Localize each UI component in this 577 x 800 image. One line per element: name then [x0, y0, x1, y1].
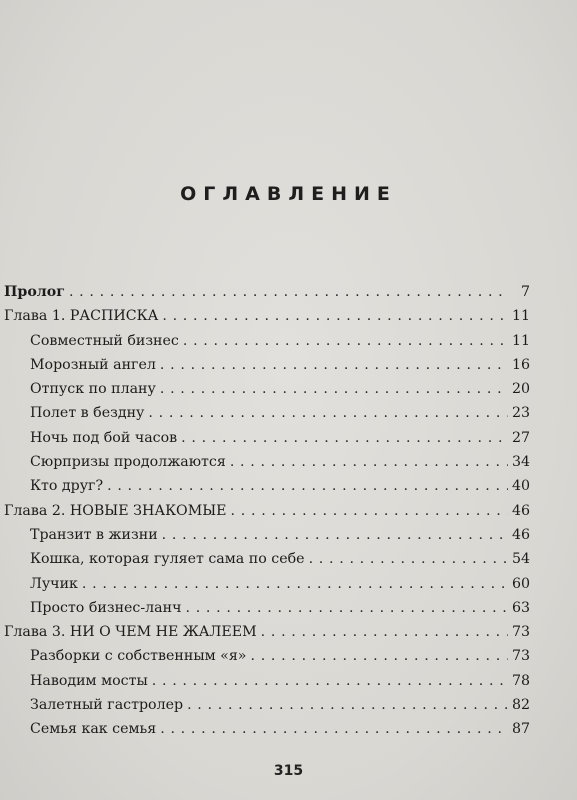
- toc-leader-dots: [160, 381, 508, 397]
- toc-entry-label: Морозный ангел: [30, 356, 156, 373]
- toc-section-entry: [4, 381, 530, 405]
- toc-entry-page: 40: [511, 478, 530, 495]
- toc-entry-label: Глава 2. НОВЫЕ ЗНАКОМЫЕ: [4, 502, 227, 519]
- toc-entry-label: Кошка, которая гуляет сама по себе: [30, 551, 305, 568]
- toc-leader-dots: [250, 648, 507, 664]
- toc-section-entry: [4, 357, 530, 381]
- toc-entry-page: 54: [511, 551, 530, 568]
- toc-entry-page: 73: [511, 624, 530, 641]
- toc-leader-dots: [162, 308, 508, 324]
- toc-leader-dots: [230, 454, 508, 470]
- toc-entry-page: 16: [511, 356, 530, 373]
- toc-leader-dots: [162, 527, 508, 543]
- toc-leader-dots: [261, 624, 508, 640]
- toc-chapter-entry: [4, 624, 530, 648]
- toc-entry-label: Залетный гастролер: [30, 697, 184, 714]
- toc-entry-label: Совместный бизнес: [30, 332, 179, 349]
- toc-leader-dots: [107, 478, 508, 494]
- toc-entry-page: 46: [511, 502, 530, 519]
- toc-entry-label: Пролог: [4, 284, 65, 300]
- toc-leader-dots: [82, 576, 508, 592]
- toc-leader-dots: [183, 333, 508, 349]
- toc-entry-page: 23: [511, 405, 530, 422]
- toc-entry-page: 78: [511, 672, 530, 689]
- toc-entry-page: 63: [511, 599, 530, 616]
- toc-entry-label: Семья как семья: [30, 721, 157, 738]
- toc-chapter-entry: [4, 503, 530, 527]
- toc-leader-dots: [69, 284, 508, 300]
- toc-entry-page: 73: [511, 648, 530, 665]
- page-title: ОГЛАВЛЕНИЕ: [180, 183, 397, 205]
- toc-entry-label: Ночь под бой часов: [30, 429, 178, 446]
- toc-section-entry: [4, 405, 530, 429]
- toc-entry-label: Лучик: [30, 575, 78, 592]
- toc-leader-dots: [231, 503, 508, 519]
- toc-leader-dots: [309, 551, 508, 567]
- toc-entry-label: Разборки с собственным «я»: [30, 648, 247, 665]
- toc-chapter-entry: [4, 284, 530, 308]
- toc-leader-dots: [181, 430, 508, 446]
- toc-entry-label: Транзит в жизни: [30, 526, 158, 543]
- toc-entry-page: 60: [511, 575, 530, 592]
- toc-section-entry: [4, 551, 530, 575]
- toc-section-entry: [4, 673, 530, 697]
- toc-entry-page: 11: [511, 332, 530, 349]
- toc-entry-label: Глава 1. РАСПИСКА: [4, 308, 159, 325]
- toc-leader-dots: [160, 357, 508, 373]
- toc-section-entry: [4, 333, 530, 357]
- toc-section-entry: [4, 600, 530, 624]
- toc-entry-page: 20: [511, 381, 530, 398]
- toc-section-entry: [4, 648, 530, 672]
- toc-section-entry: [4, 721, 530, 745]
- toc-leader-dots: [185, 600, 507, 616]
- toc-entry-page: 82: [511, 697, 530, 714]
- toc-entry-page: 27: [511, 429, 530, 446]
- toc-entry-label: Наводим мосты: [30, 672, 148, 689]
- toc-section-entry: [4, 527, 530, 551]
- toc-entry-label: Просто бизнес-ланч: [30, 599, 182, 616]
- toc-section-entry: [4, 454, 530, 478]
- toc-chapter-entry: [4, 308, 530, 332]
- toc-section-entry: [4, 576, 530, 600]
- table-of-contents: [4, 284, 530, 746]
- toc-entry-page: 87: [511, 721, 530, 738]
- toc-section-entry: [4, 430, 530, 454]
- toc-entry-page: 46: [511, 526, 530, 543]
- toc-leader-dots: [152, 673, 508, 689]
- toc-leader-dots: [187, 697, 508, 713]
- toc-entry-page: 7: [520, 284, 530, 300]
- toc-entry-page: 11: [511, 308, 530, 325]
- toc-section-entry: [4, 478, 530, 502]
- toc-entry-label: Глава 3. НИ О ЧЕМ НЕ ЖАЛЕЕМ: [4, 624, 257, 641]
- toc-entry-label: Сюрпризы продолжаются: [30, 454, 226, 471]
- toc-section-entry: [4, 697, 530, 721]
- toc-entry-label: Отпуск по плану: [30, 381, 156, 398]
- toc-entry-label: Полет в бездну: [30, 405, 145, 422]
- page-number: 315: [273, 763, 304, 779]
- toc-leader-dots: [148, 405, 508, 421]
- toc-entry-label: Кто друг?: [30, 478, 104, 495]
- toc-entry-page: 34: [511, 454, 530, 471]
- toc-leader-dots: [160, 721, 508, 737]
